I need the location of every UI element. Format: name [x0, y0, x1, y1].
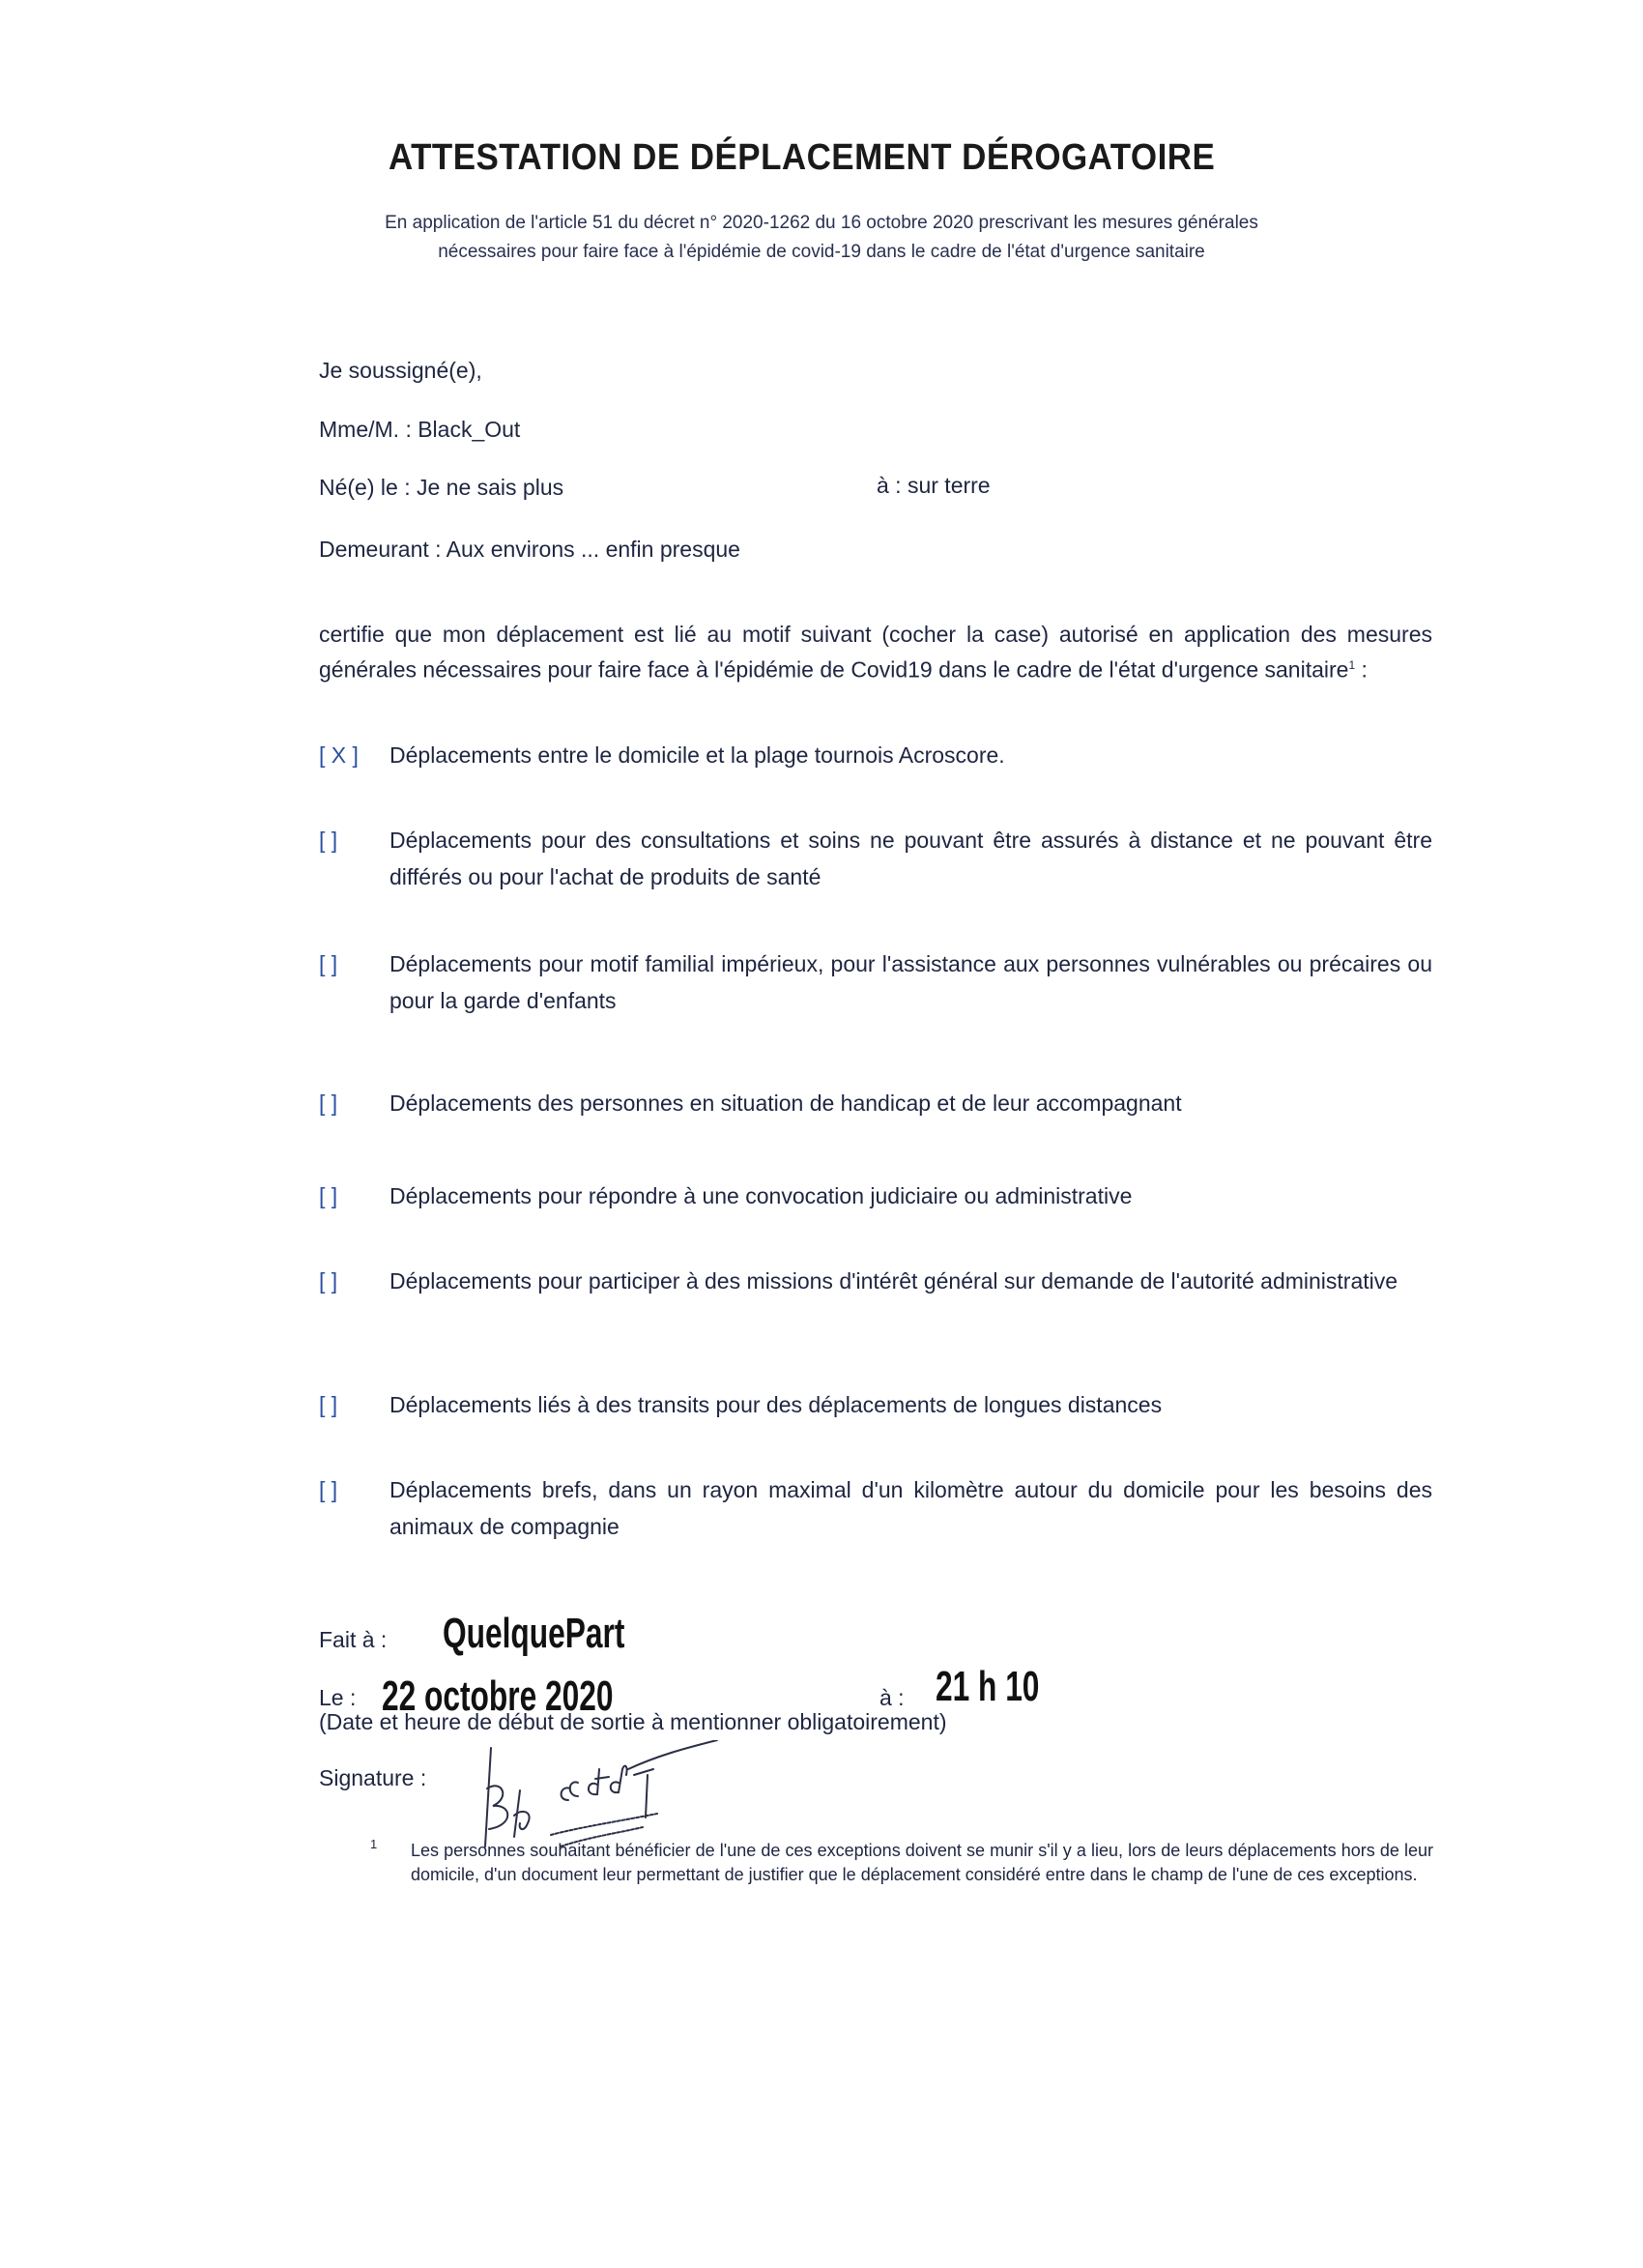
time-value: 21 h 10 [936, 1663, 1040, 1710]
reason-text: Déplacements pour répondre à une convocation judiciaire ou administrative [389, 1183, 1133, 1208]
footnote-text: Les personnes souhaitant bénéficier de l'une de ces exceptions doivent se munir s'il y a lieu, lors de leurs déplacements hors de leur domicile, d'un document leur permettant de justifier que le déplacement considéré entre dans le champ de l'une de ces exceptions. [411, 1841, 1433, 1884]
reason-text: Déplacements pour des consultations et soins ne pouvant être assurés à distance et ne pouvant être différés ou pour l'achat de produits de santé [389, 828, 1432, 889]
certify-text: certifie que mon déplacement est lié au motif suivant (cocher la case) autorisé en application des mesures générales nécessaires pour faire face à l'épidémie de Covid19 dans le cadre de l'état d'urgence sanitaire [319, 622, 1432, 683]
document-title: ATTESTATION DE DÉPLACEMENT DÉROGATOIRE [389, 137, 1216, 178]
subtitle-line-2: nécessaires pour faire face à l'épidémie de covid-19 dans le cadre de l'état d'urgence sanitaire [438, 242, 1205, 262]
subtitle-line-1: En application de l'article 51 du décret n° 2020-1262 du 16 octobre 2020 prescrivant les mesures générales [385, 213, 1258, 233]
intro-text: Je soussigné(e), [319, 358, 482, 383]
birth-date-field: Né(e) le : Je ne sais plus [319, 475, 564, 500]
date-label: Le : [319, 1685, 357, 1710]
address-field: Demeurant : Aux environs ... enfin presque [319, 537, 740, 562]
reason-checkbox[interactable]: [ ] [319, 1477, 338, 1502]
reason-text: Déplacements brefs, dans un rayon maximal d'un kilomètre autour du domicile pour les besoins des animaux de compagnie [389, 1477, 1432, 1539]
reason-text: Déplacements pour motif familial impérieux, pour l'assistance aux personnes vulnérables ou précaires ou pour la garde d'enfants [389, 951, 1432, 1013]
certify-end: : [1355, 656, 1368, 683]
signature-label: Signature : [319, 1765, 427, 1790]
reason-text: Déplacements des personnes en situation de handicap et de leur accompagnant [389, 1090, 1182, 1116]
reason-checkbox[interactable]: [ ] [319, 1090, 338, 1116]
footnote-marker: 1 [370, 1837, 378, 1851]
reason-text: Déplacements pour participer à des missions d'intérêt général sur demande de l'autorité administrative [389, 1268, 1398, 1294]
date-value: 22 octobre 2020 [382, 1672, 614, 1720]
reason-checkbox[interactable]: [ ] [319, 1268, 338, 1294]
footnote-ref: 1 [1348, 658, 1356, 672]
birth-place-field: à : sur terre [877, 473, 991, 498]
reason-checkbox[interactable]: [ X ] [319, 742, 359, 768]
reason-checkbox[interactable]: [ ] [319, 1392, 338, 1417]
name-field: Mme/M. : Black_Out [319, 417, 521, 442]
certify-paragraph [319, 619, 1432, 685]
fait-a-label: Fait à : [319, 1627, 388, 1652]
reason-checkbox[interactable]: [ ] [319, 1183, 338, 1208]
reason-text: Déplacements entre le domicile et la plage tournois Acroscore. [389, 742, 1005, 768]
reason-text: Déplacements liés à des transits pour des déplacements de longues distances [389, 1392, 1163, 1417]
reason-checkbox[interactable]: [ ] [319, 828, 338, 853]
fait-a-value: QuelquePart [443, 1610, 625, 1657]
date-note: (Date et heure de début de sortie à mentionner obligatoirement) [319, 1709, 947, 1734]
reason-checkbox[interactable]: [ ] [319, 951, 338, 976]
time-label: à : [879, 1685, 905, 1710]
